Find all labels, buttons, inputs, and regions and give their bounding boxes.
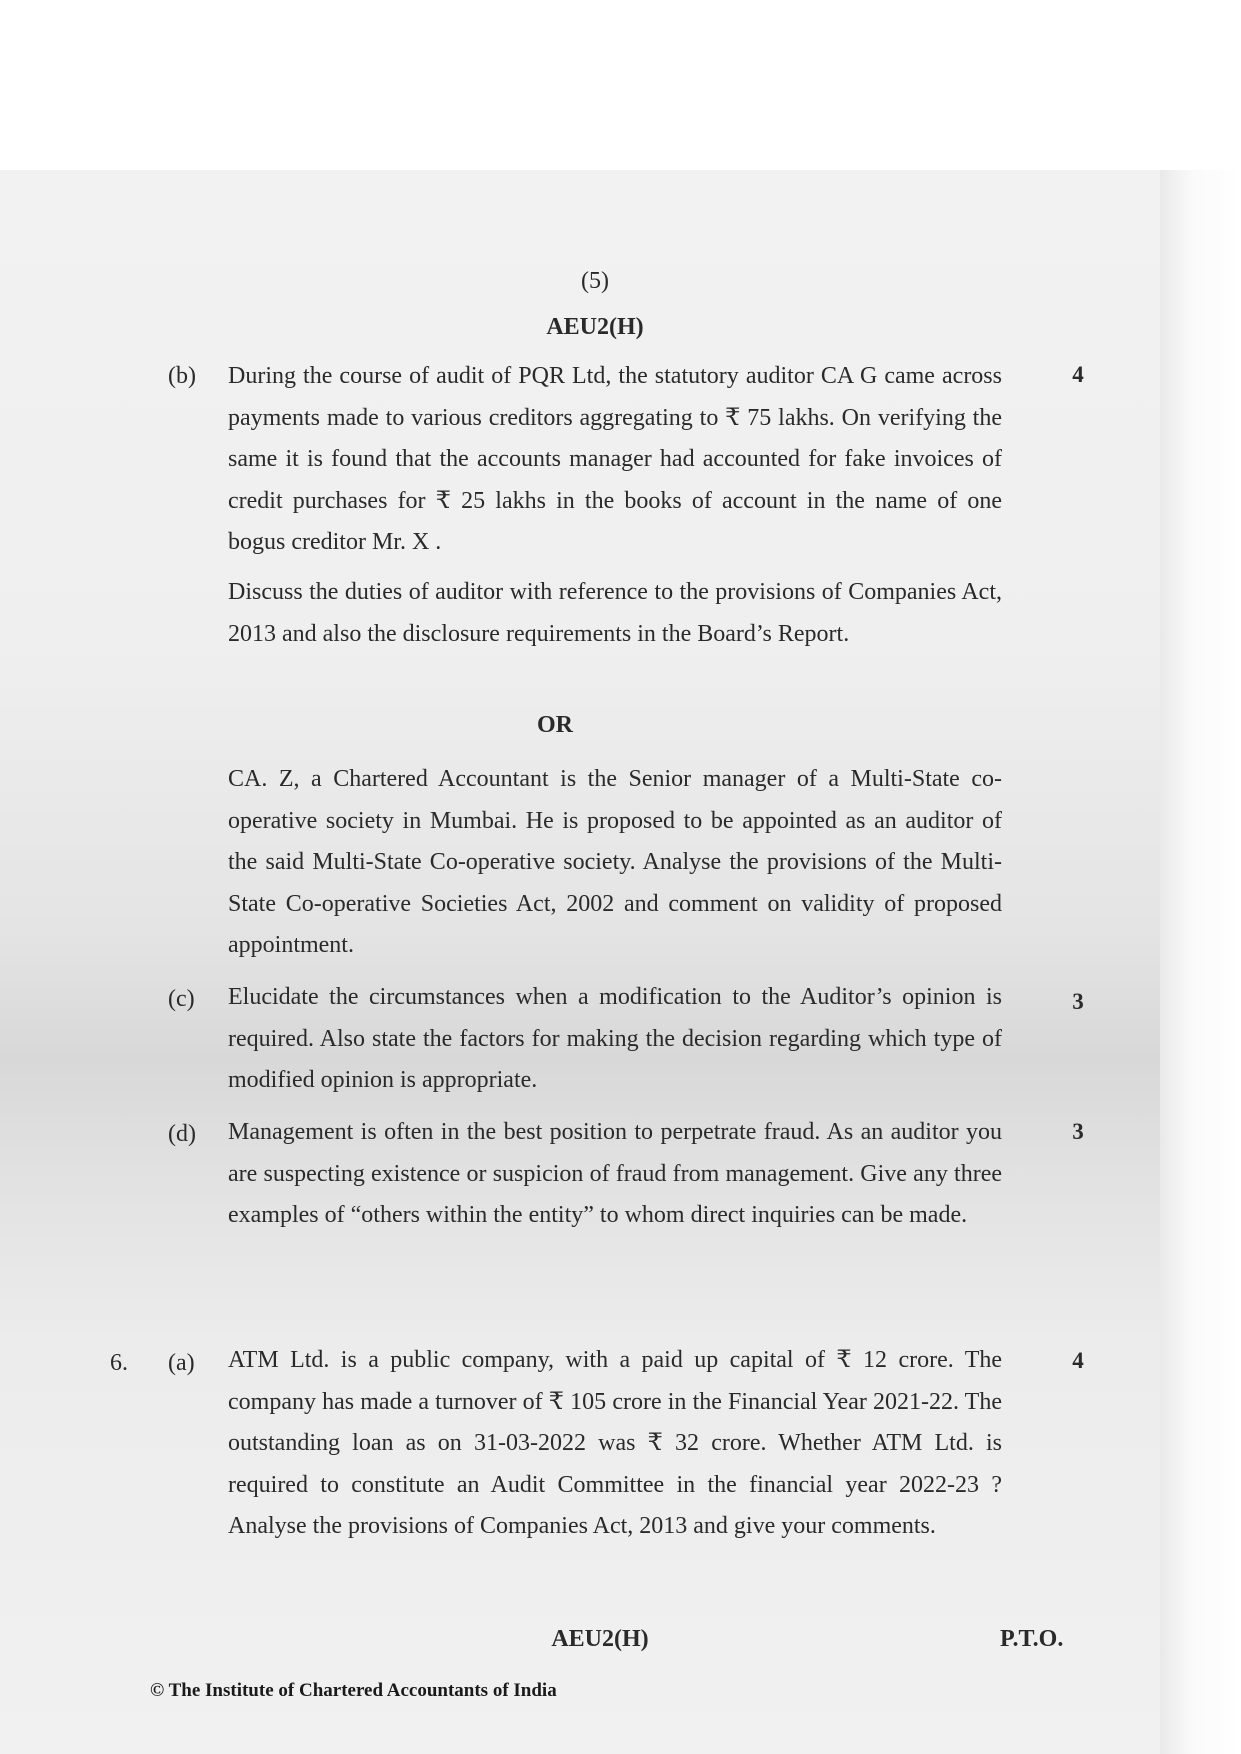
or-separator: OR	[537, 712, 573, 738]
question-b-paragraph-2: Discuss the duties of auditor with reference to the provisions of Companies Act, 2013 and also the disclosure requirements in the Board’s Report.	[228, 579, 1002, 647]
question-d-label: (d)	[168, 1121, 196, 1147]
question-6-number: 6.	[110, 1350, 128, 1376]
question-6a-text: ATM Ltd. is a public company, with a paid up capital of ₹ 12 crore. The company has made a turnover of ₹ 105 crore in the Financial Year 2021-22. The outstanding loan as on 31-03-2022 was ₹ 32 crore. Whether ATM Ltd. is required to constitute an Audit Committee in the financial year 2022-23 ? Analyse the provisions of Companies Act, 2013 and give your comments.	[228, 1347, 1002, 1539]
please-turn-over: P.T.O.	[1000, 1626, 1064, 1652]
page-number: (5)	[581, 268, 609, 294]
question-c-marks: 3	[1072, 989, 1084, 1014]
question-b-paragraph-1: During the course of audit of PQR Ltd, the statutory auditor CA G came across payments made to various creditors aggregating to ₹ 75 lakhs. On verifying the same it is found that the accounts manager had accounted for fake invoices of credit purchases for ₹ 25 lakhs in the books of account in the name of one bogus creditor Mr. X .	[228, 363, 1002, 555]
question-d-text: Management is often in the best position to perpetrate fraud. As an auditor you are suspecting existence or suspicion of fraud from management. Give any three examples of “others within the entity” to whom direct inquiries can be made.	[228, 1119, 1002, 1228]
question-b-marks: 4	[1072, 362, 1084, 387]
paper-code-footer: AEU2(H)	[551, 1626, 649, 1652]
question-d-marks: 3	[1072, 1119, 1084, 1144]
paper-code-header: AEU2(H)	[546, 314, 644, 340]
copyright-footer: © The Institute of Chartered Accountants of India	[150, 1680, 557, 1701]
question-b-label: (b)	[168, 363, 196, 389]
question-c-text: Elucidate the circumstances when a modification to the Auditor’s opinion is required. Also state the factors for making the decision regarding which type of modified opinion is appropriate.	[228, 984, 1002, 1093]
question-6a-marks: 4	[1072, 1348, 1084, 1373]
question-c-label: (c)	[168, 986, 195, 1012]
page-edge-shadow	[1160, 170, 1241, 1754]
question-6a-label: (a)	[168, 1350, 195, 1376]
question-b-alternative: CA. Z, a Chartered Accountant is the Senior manager of a Multi-State co-operative society in Mumbai. He is proposed to be appointed as an auditor of the said Multi-State Co-operative society. Analyse the provisions of the Multi-State Co-operative Societies Act, 2002 and comment on validity of proposed appointment.	[228, 766, 1002, 958]
